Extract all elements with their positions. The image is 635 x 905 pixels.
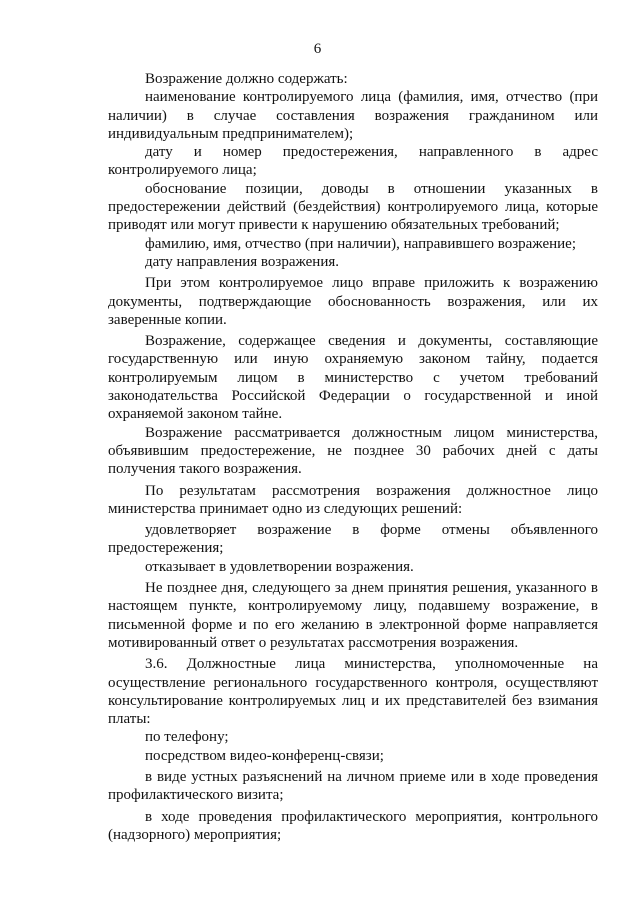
paragraph: дату направления возражения. bbox=[145, 253, 340, 270]
paragraph: По результатам рассмотрения возражения должностное лицо министерства принимает одно из следующих решений: bbox=[108, 482, 598, 517]
page-number: 6 bbox=[313, 41, 322, 57]
document-body bbox=[108, 70, 598, 844]
paragraph: Возражение должно содержать: bbox=[145, 71, 348, 87]
paragraph: Возражение, содержащее сведения и документы, составляющие государственную или иную охраняемую законом тайну, подается контролируемым лицом в министерство с учетом требований законодательства Российской Федерации о государственной и иной охраняемой законом тайне. bbox=[108, 333, 598, 423]
paragraph: При этом контролируемое лицо вправе приложить к возражению документы, подтверждающие обоснованность возражения, или их заверенные копии. bbox=[108, 275, 598, 328]
paragraph: отказывает в удовлетворении возражения. bbox=[145, 558, 414, 575]
paragraph: удовлетворяет возражение в форме отмены объявленного предостережения; bbox=[108, 522, 598, 557]
paragraph: дату и номер предостережения, направленного в адрес контролируемого лица; bbox=[108, 144, 598, 179]
paragraph: в виде устных разъяснений на личном приеме или в ходе проведения профилактического визита; bbox=[108, 768, 598, 804]
paragraph: посредством видео-конференц-связи; bbox=[145, 747, 384, 764]
paragraph: обоснование позиции, доводы в отношении указанных в предостережении действий (бездействия) контролируемого лица, которые приводят или могут привести к нарушению обязательных требований; bbox=[108, 180, 598, 234]
paragraph: наименование контролируемого лица (фамилия, имя, отчество (при наличии) в случае составления возражения гражданином или индивидуальным предпринимателем); bbox=[108, 89, 598, 142]
paragraph: Не позднее дня, следующего за днем принятия решения, указанного в настоящем пункте, контролируемому лицу, подавшему возражение, в письменной форме и по его желанию в электронной форме направляется мотивированный ответ о результатах рассмотрения возражения. bbox=[108, 580, 598, 651]
paragraph: 3.6. Должностные лица министерства, уполномоченные на осуществление регионального государственного контроля, осуществляют консультирование контролируемых лиц и их представителей без взимания платы: bbox=[108, 656, 598, 728]
paragraph: фамилию, имя, отчество (при наличии), направившего возражение; bbox=[145, 235, 577, 252]
paragraph: Возражение рассматривается должностным лицом министерства, объявившим предостережение, не позднее 30 рабочих дней с даты получения такого возражения. bbox=[108, 424, 598, 478]
paragraph: по телефону; bbox=[145, 729, 229, 746]
paragraph: в ходе проведения профилактического мероприятия, контрольного (надзорного) мероприятия; bbox=[108, 808, 598, 843]
